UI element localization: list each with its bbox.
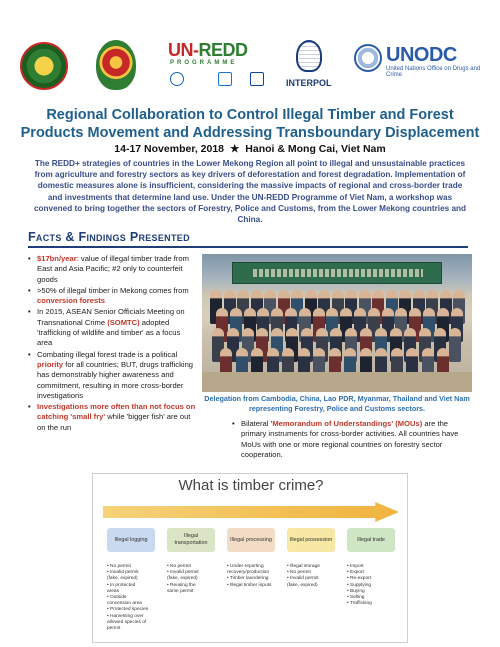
diagram-column <box>227 528 279 589</box>
list-item: • Investigations more often than not focus on catching 'small fry' while 'bigger fish' are out on the run <box>28 402 196 433</box>
list-item: • >50% of illegal timber in Mekong comes from conversion forests <box>28 286 196 307</box>
diagram-item: (fake, expired) <box>167 576 198 582</box>
diagram-item: • Invalid permit <box>287 576 319 582</box>
section-heading: Facts & Findings Presented <box>28 230 190 244</box>
diagram-item: • No permit <box>287 570 311 576</box>
diagram-column-head: Illegal processing <box>227 528 275 552</box>
delegate-figure <box>449 328 461 362</box>
section-divider <box>28 246 468 248</box>
intro-paragraph: The REDD+ strategies of countries in the Lower Mekong Region all point to illegal and unsustainable practices from agriculture and forestry sectors as key drivers of deforestation and forest degradation. Implementation of domestic measures alone is insufficient, considering the massive impacts of regional and cross-border trade and investments that determine land use. Under the UN-REDD Programme of Viet Nam, a workshop was convened to bring together the sectors of Forestry, Police and Customs, from the Lower Mekong countries and China. <box>33 159 467 225</box>
star-icon: ★ <box>229 143 240 155</box>
unodc-wordmark: UNODC <box>386 44 457 66</box>
diagram-item: • Export <box>347 570 364 576</box>
list-item: • Combating illegal forest trade is a political priority for all countries; BUT, drugs trafficking has demonstrably higher awareness and commitment, resulting in more cross-border investigations <box>28 350 196 401</box>
diagram-item: (fake, expired) <box>107 576 138 582</box>
diagram-item: • Under-reporting <box>227 564 264 569</box>
page-title <box>20 106 480 142</box>
diagram-column-items <box>347 564 399 607</box>
diagram-item: • Outside <box>107 595 127 601</box>
diagram-item: (fake, expired) <box>287 582 318 588</box>
diagram-column-items <box>167 564 219 595</box>
diagram-item: • Buying <box>347 588 365 594</box>
diagram-column <box>107 528 159 632</box>
diagram-item: • Invalid permit <box>167 570 199 576</box>
undp-emblem-icon <box>218 72 232 86</box>
diagram-column <box>287 528 339 589</box>
unredd-programme-label: PROGRAMME <box>170 60 238 66</box>
diagram-item: • Reusing the <box>167 582 196 588</box>
fao-emblem-icon <box>170 72 184 86</box>
diagram-column-items <box>107 564 159 632</box>
diagram-item: areas <box>107 588 119 594</box>
list-item: • In 2015, ASEAN Senior Officials Meeting on Transnational Crime (SOMTC) adopted 'trafficking of wildlife and timber' as a focus area <box>28 307 196 348</box>
diagram-item: • Illegal timber inputs <box>227 582 272 588</box>
group-photo <box>202 254 472 392</box>
diagram-item: • Protected species <box>107 607 149 613</box>
diagram-item: • Supplying <box>347 582 372 588</box>
event-banner <box>232 262 442 284</box>
diagram-item: recovery/production <box>227 570 270 576</box>
interpol-globe-icon <box>296 40 322 72</box>
diagram-item: • Trafficking <box>347 601 372 607</box>
diagram-item: • Illegal storage <box>287 564 320 569</box>
title-line-2: Products Movement and Addressing Transboundary Displacement <box>20 125 480 141</box>
diagram-item: • Harvesting over <box>107 613 144 619</box>
list-item: • Bilateral 'Memorandum of Understandings' (MOUs) are the primary instruments for cross-border activities. All countries have MoUs with one or more regional countries on forestry sector cooperation. <box>232 419 472 460</box>
diagram-title: What is timber crime? <box>178 477 324 494</box>
diagram-item: • In protected <box>107 582 136 588</box>
diagram-column-items <box>287 564 339 589</box>
diagram-item: • Selling <box>347 595 365 601</box>
diagram-item: • Re-export <box>347 576 372 582</box>
interpol-wordmark: INTERPOL <box>286 78 332 88</box>
diagram-item: • No permit <box>167 564 191 569</box>
mou-list <box>232 419 472 460</box>
unredd-wordmark: UN-REDD <box>168 40 248 60</box>
list-item: • $17bn/year: value of illegal timber trade from East and Asia Pacific; #2 only to counterfeit goods <box>28 254 196 285</box>
timber-crime-diagram <box>92 473 408 643</box>
diagram-column <box>167 528 219 595</box>
diagram-column-head: Illegal logging <box>107 528 155 552</box>
unodc-subtitle: United Nations Office on Drugs and Crime <box>386 66 481 78</box>
event-location: Hanoi & Mong Cai, Viet Nam <box>245 143 386 155</box>
photo-floor <box>202 372 472 392</box>
unredd-logo <box>168 40 278 96</box>
diagram-item: concession area <box>107 601 142 607</box>
diagram-column-items <box>227 564 279 589</box>
process-arrow-icon <box>103 502 399 522</box>
photo-caption: Delegation from Cambodia, China, Lao PDR, Myanmar, Thailand and Viet Nam representing Forestry, Police and Customs sectors. <box>204 394 470 413</box>
interpol-logo <box>286 40 334 96</box>
diagram-item: • Invalid permit <box>107 570 139 576</box>
diagram-item: permit <box>107 626 121 632</box>
unep-emblem-icon <box>250 72 264 86</box>
police-emblem-icon <box>96 40 136 90</box>
event-dates: 14-17 November, 2018 <box>114 143 225 155</box>
dateline <box>20 143 480 155</box>
forestry-emblem-icon <box>20 42 68 90</box>
diagram-item: • Timber laundering <box>227 576 269 582</box>
diagram-column-head: Illegal transportation <box>167 528 215 552</box>
diagram-column <box>347 528 399 607</box>
diagram-item: allowed species of <box>107 619 147 625</box>
unodc-logo <box>354 44 484 84</box>
logo-row <box>0 40 500 100</box>
title-line-1: Regional Collaboration to Control Illegal Timber and Forest <box>46 107 454 123</box>
diagram-column-head: Illegal trade <box>347 528 395 552</box>
findings-list <box>28 254 196 434</box>
diagram-item: • No permit <box>107 564 131 569</box>
diagram-column-head: Illegal possession <box>287 528 335 552</box>
un-emblem-icon <box>354 44 382 72</box>
diagram-item: • Import <box>347 564 364 569</box>
diagram-item: same permit <box>167 588 194 594</box>
